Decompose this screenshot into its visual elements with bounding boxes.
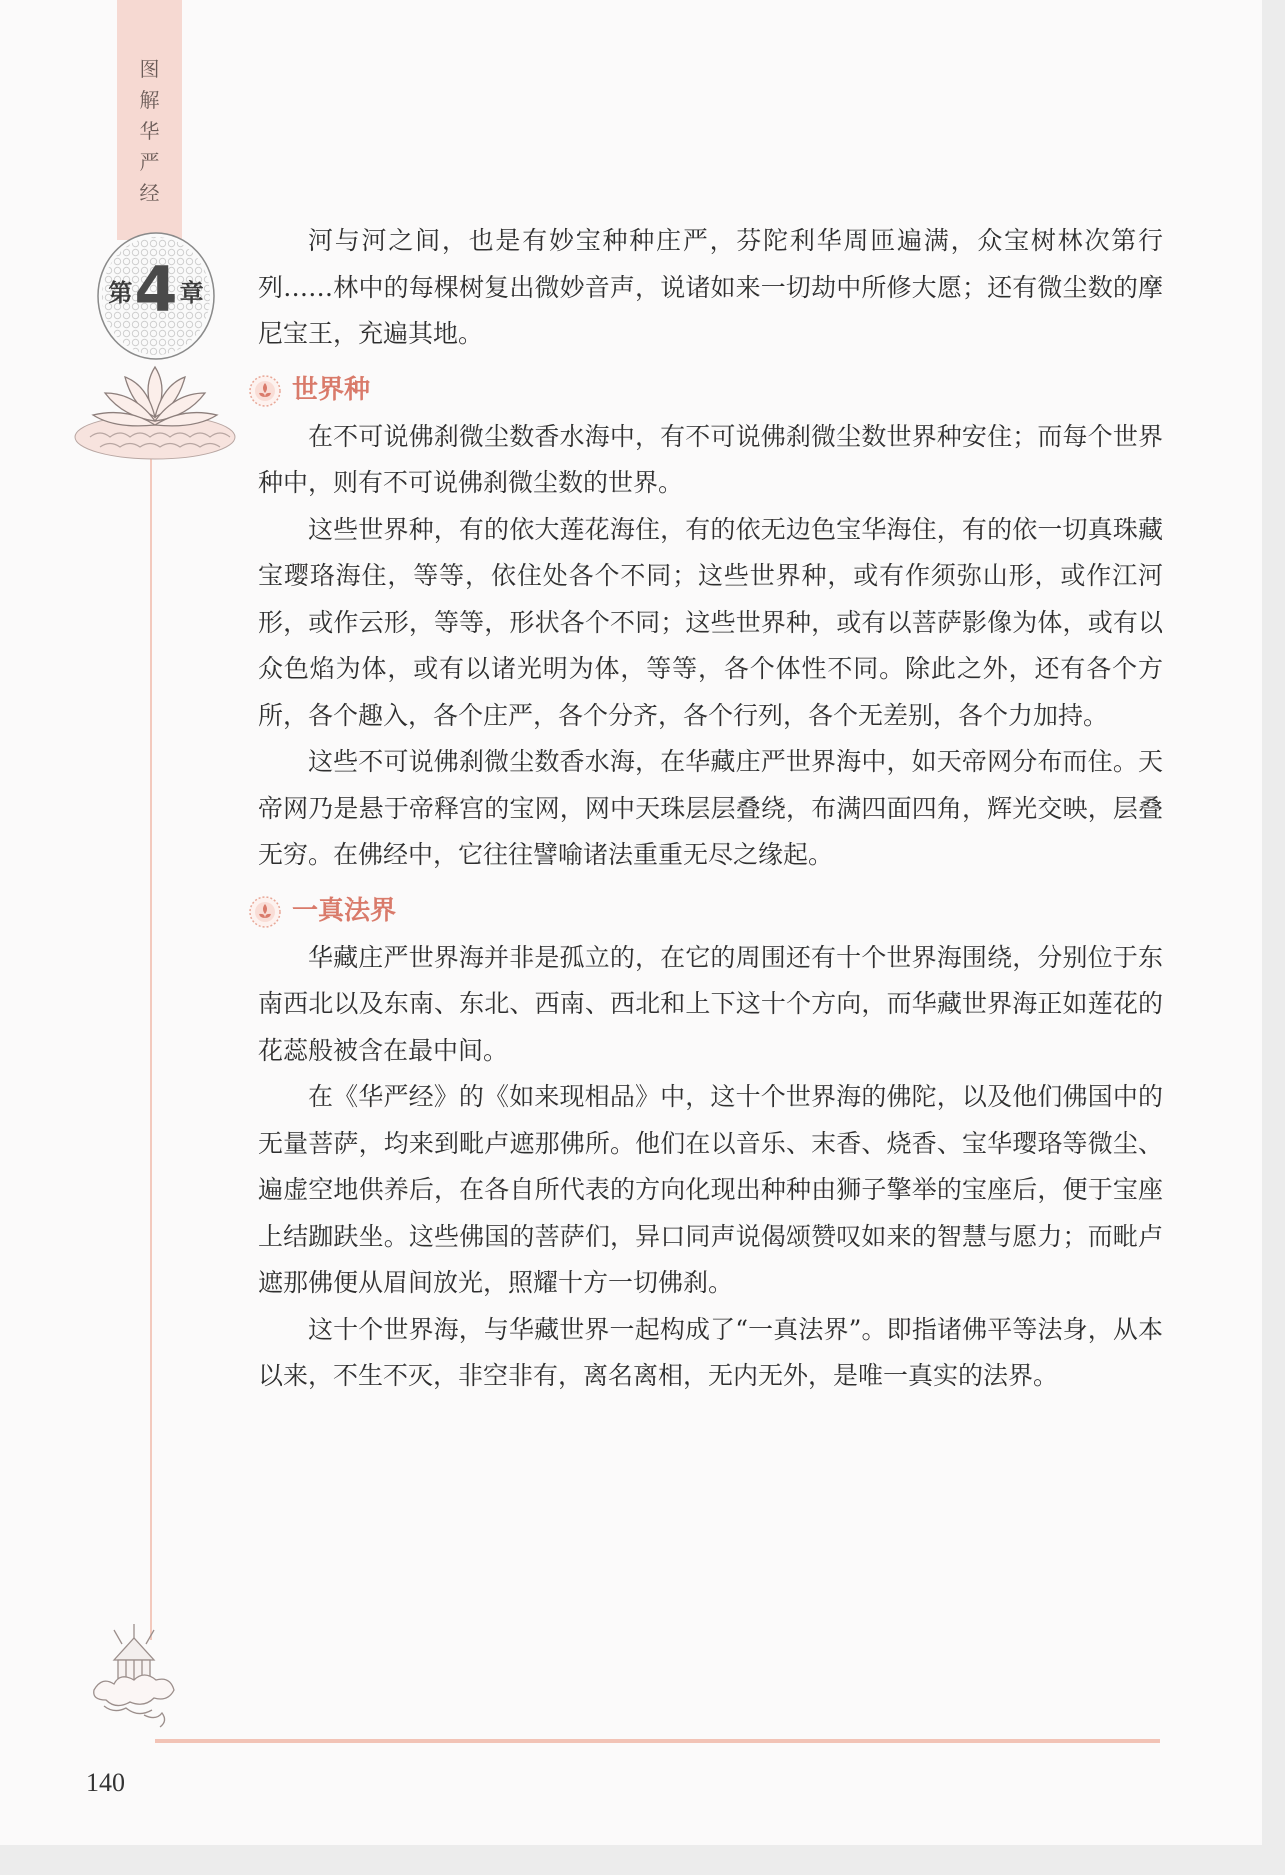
paragraph: 这十个世界海，与华藏世界一起构成了“一真法界”。即指诸佛平等法身，从本以来，不生不灭，非空非有，离名离相，无内无外，是唯一真实的法界。 [258,1314,1163,1390]
cloud-temple-icon [84,1620,184,1730]
lotus-seal-icon [248,374,282,408]
chapter-number: 4 [134,253,178,326]
book-title-char: 解 [139,88,160,112]
book-title-char: 图 [139,57,160,81]
paragraph: 在不可说佛刹微尘数香水海中，有不可说佛刹微尘数世界种安住；而每个世界种中，则有不可说佛刹微尘数的世界。 [258,421,1163,497]
scan-edge-right [1262,0,1285,1875]
section-heading [248,368,1163,414]
section-heading [248,889,1163,935]
main-text [258,218,1163,1400]
chapter-label [100,253,212,326]
paragraph: 这些世界种，有的依大莲花海住，有的依无边色宝华海住，有的依一切真珠藏宝璎珞海住，等等，依住处各个不同；这些世界种，或有作须弥山形，或作江河形，或作云形，等等，形状各个不同；这些世界种，或有以菩萨影像为体，或有以众色焰为体，或有以诸光明为体，等等，各个体性不同。除此之外，还有各个方所，各个趣入，各个庄严，各个分齐，各个行列，各个无差别，各个力加持。 [258,514,1163,730]
scan-edge-bottom [0,1845,1285,1875]
paragraph: 在《华严经》的《如来现相品》中，这十个世界海的佛陀，以及他们佛国中的无量菩萨，均来到毗卢遮那佛所。他们在以音乐、末香、烧香、宝华璎珞等微尘、遍虚空地供养后，在各自所代表的方向化现出种种由狮子擎举的宝座后，便于宝座上结跏趺坐。这些佛国的菩萨们，异口同声说偈颂赞叹如来的智慧与愿力；而毗卢遮那佛便从眉间放光，照耀十方一切佛刹。 [258,1082,1163,1297]
page-number: 140 [86,1768,125,1797]
book-title-vertical [117,54,182,209]
footer-rule [155,1739,1160,1743]
chapter-suffix: 章 [179,278,204,307]
section-title: 世界种 [292,375,371,406]
book-title-char: 经 [139,181,160,205]
book-title-char: 严 [139,150,160,174]
margin-rule [150,400,152,1640]
book-title-char: 华 [139,119,160,143]
lotus-flower-icon [70,355,240,465]
paragraph: 华藏庄严世界海并非是孤立的，在它的周围还有十个世界海围绕，分别位于东南西北以及东南、东北、西南、西北和上下这十个方向，而华藏世界海正如莲花的花蕊般被含在最中间。 [258,942,1163,1065]
chapter-prefix: 第 [108,278,133,307]
section-title: 一真法界 [292,896,397,927]
lotus-seal-icon [248,895,282,929]
paragraph: 这些不可说佛刹微尘数香水海，在华藏庄严世界海中，如天帝网分布而住。天帝网乃是悬于帝释宫的宝网，网中天珠层层叠绕，布满四面四角，辉光交映，层叠无穷。在佛经中，它往往譬喻诸法重重无尽之缘起。 [258,747,1163,869]
intro-paragraph: 河与河之间，也是有妙宝种种庄严，芬陀利华周匝遍满，众宝树林次第行列……林中的每棵树复出微妙音声，说诸如来一切劫中所修大愿；还有微尘数的摩尼宝王，充遍其地。 [258,226,1163,348]
